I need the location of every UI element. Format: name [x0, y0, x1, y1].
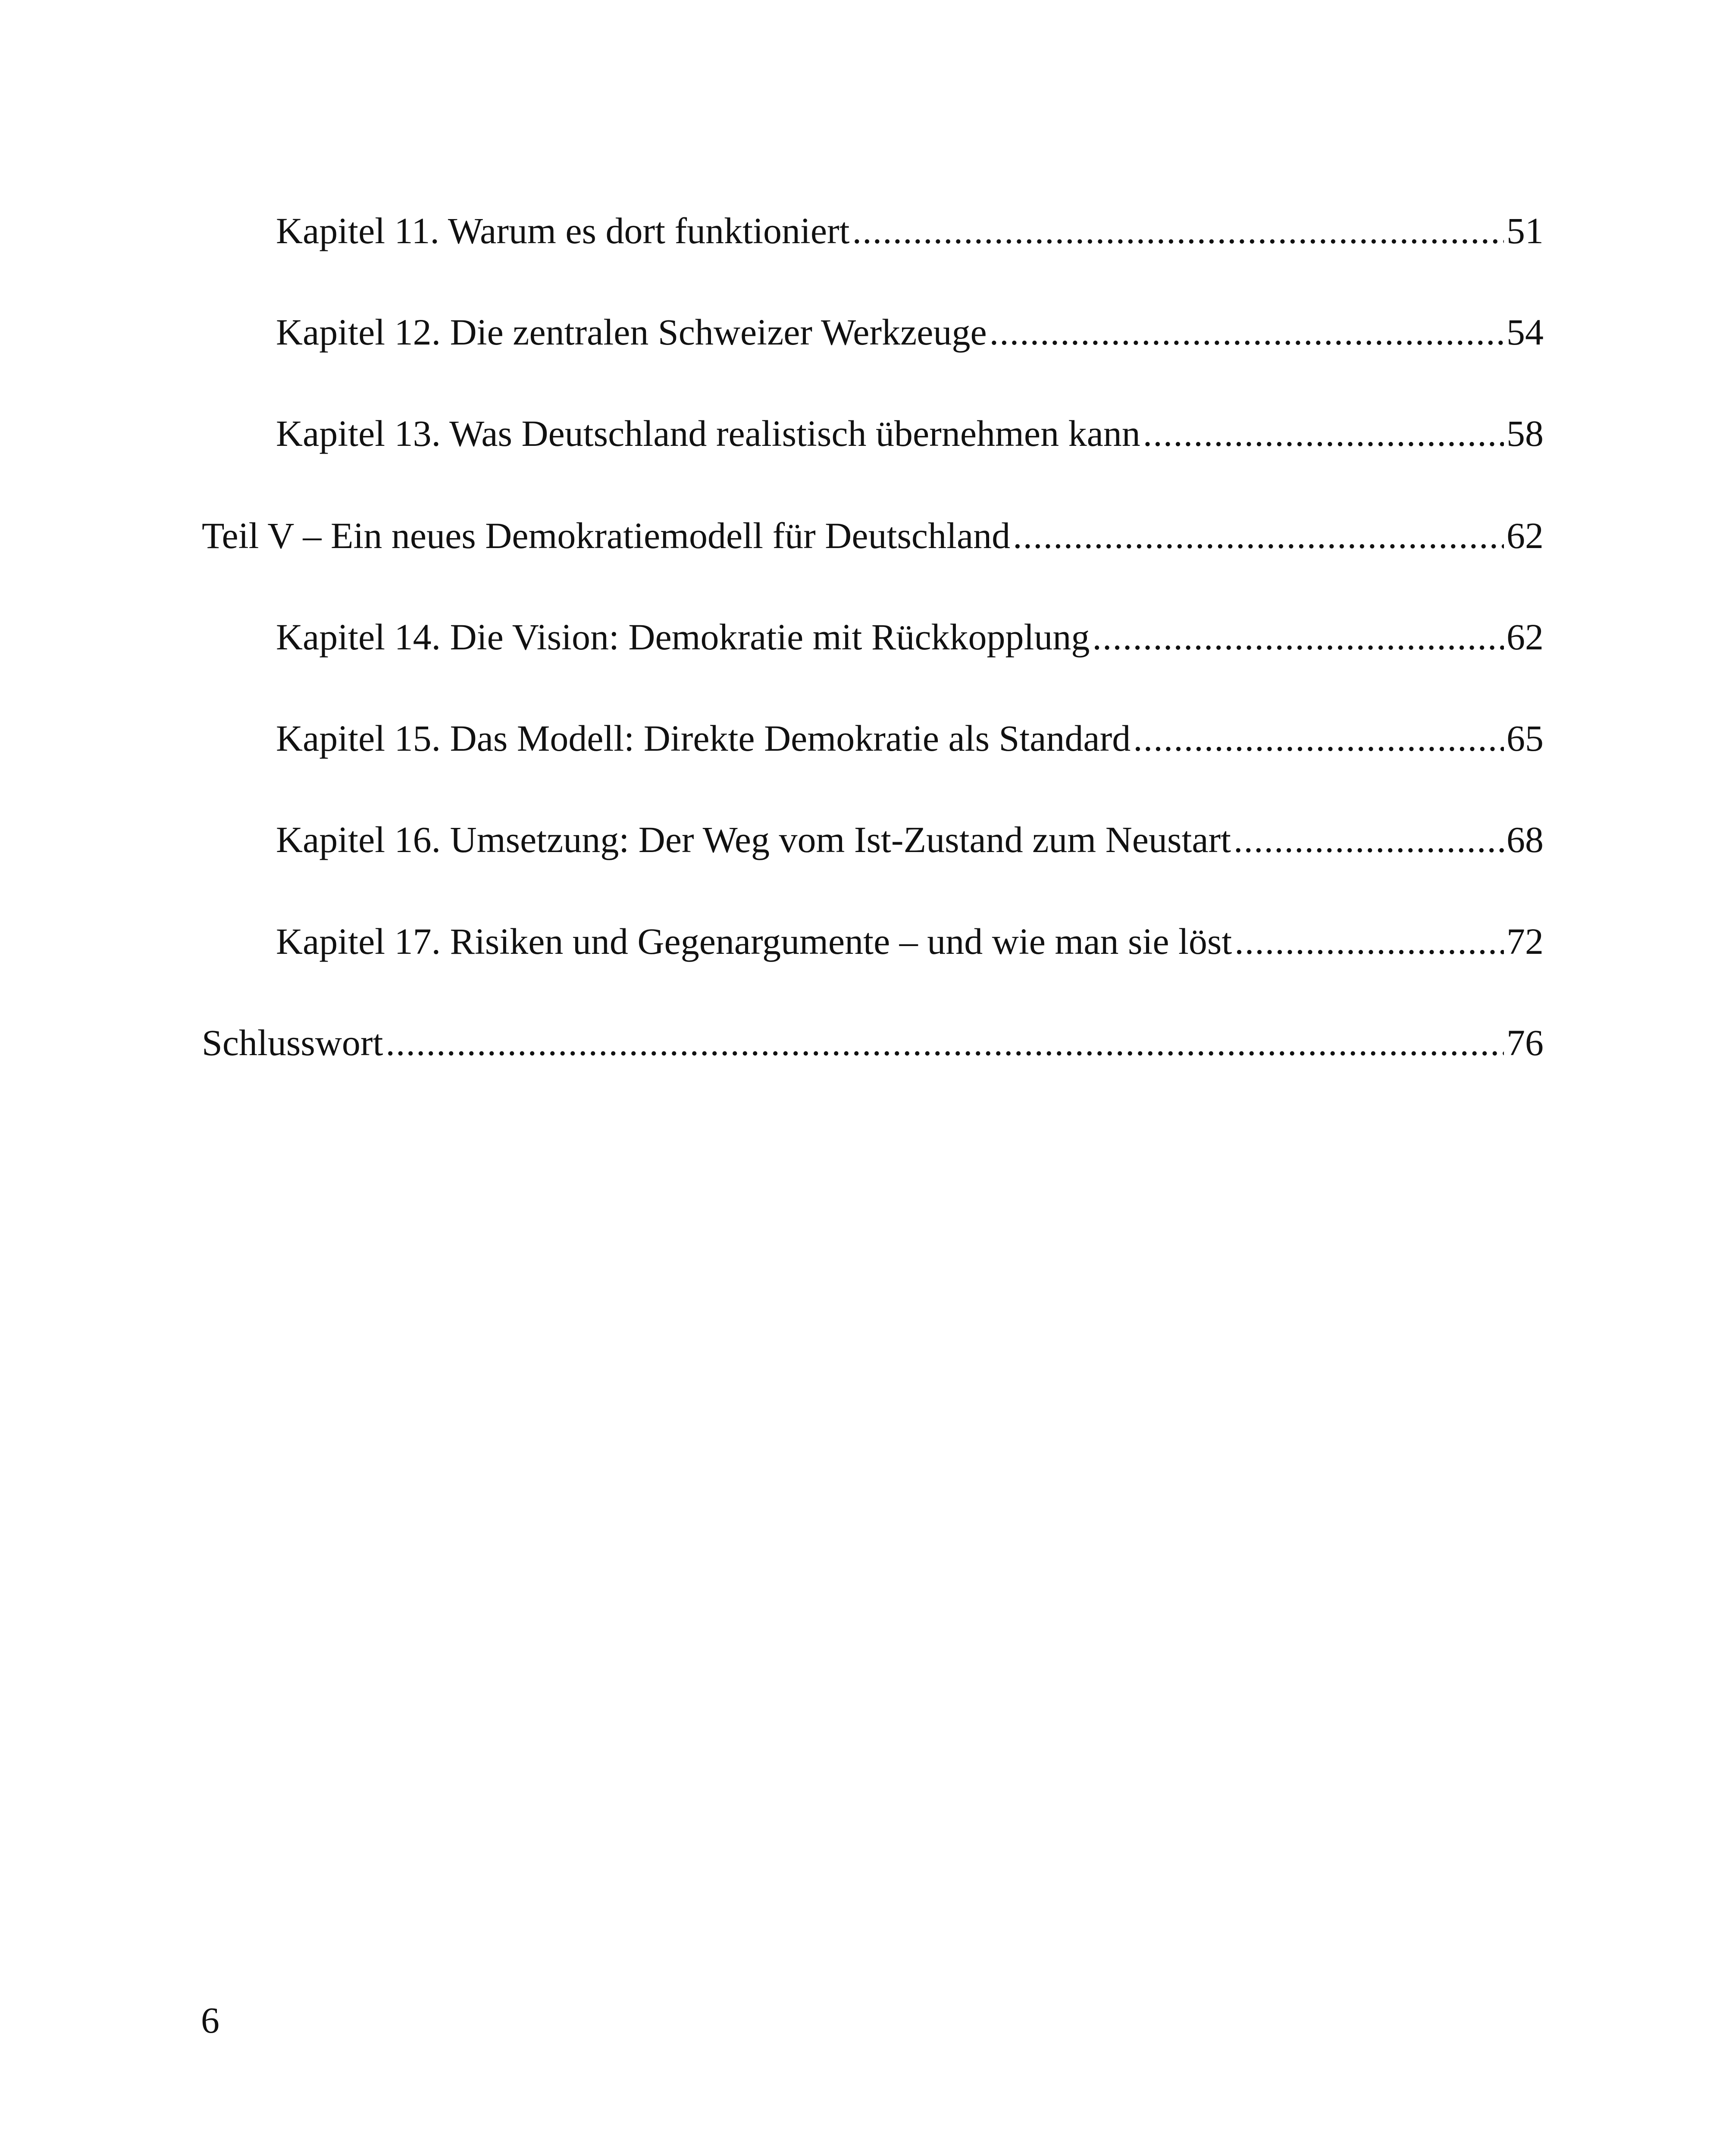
toc-entry-page: 62 — [1506, 515, 1544, 556]
toc-entry-label: Schlusswort — [202, 1022, 383, 1063]
toc-dot-leader — [1092, 613, 1504, 661]
toc-entry-label: Kapitel 15. Das Modell: Direkte Demokratie als Standard — [276, 718, 1131, 759]
toc-entry-page: 76 — [1506, 1022, 1544, 1063]
toc-dot-leader — [1234, 918, 1504, 965]
toc-entry-page: 68 — [1506, 819, 1544, 860]
toc-entry-label: Kapitel 13. Was Deutschland realistisch übernehmen kann — [276, 413, 1140, 454]
toc-entry-page: 72 — [1506, 921, 1544, 962]
toc-dot-leader — [990, 308, 1504, 356]
toc-entry-label: Teil V – Ein neues Demokratiemodell für Deutschland — [202, 515, 1011, 556]
toc-entry-kapitel-12[interactable] — [276, 308, 1544, 356]
toc-entry-kapitel-11[interactable] — [276, 207, 1544, 254]
toc-entry-teil-v[interactable] — [202, 512, 1544, 559]
toc-entry-label: Kapitel 14. Die Vision: Demokratie mit Rückkopplung — [276, 616, 1090, 658]
toc-entry-label: Kapitel 16. Umsetzung: Der Weg vom Ist-Zustand zum Neustart — [276, 819, 1231, 860]
toc-entry-kapitel-14[interactable] — [276, 613, 1544, 661]
toc-entry-page: 58 — [1506, 413, 1544, 454]
toc-dot-leader — [852, 207, 1504, 254]
toc-entry-schlusswort[interactable] — [202, 1019, 1544, 1066]
toc-entry-page: 65 — [1506, 718, 1544, 759]
page-number: 6 — [201, 1999, 219, 2041]
toc-entry-page: 51 — [1506, 210, 1544, 251]
toc-dot-leader — [1143, 410, 1504, 457]
toc-dot-leader — [1234, 816, 1504, 863]
toc-entry-page: 62 — [1506, 616, 1544, 658]
toc-entry-label: Kapitel 12. Die zentralen Schweizer Werkzeuge — [276, 311, 987, 353]
toc-entry-kapitel-16[interactable] — [276, 816, 1544, 863]
toc-entry-page: 54 — [1506, 311, 1544, 353]
toc-entry-label: Kapitel 11. Warum es dort funktioniert — [276, 210, 850, 251]
toc-entry-label: Kapitel 17. Risiken und Gegenargumente – und wie man sie löst — [276, 921, 1232, 962]
toc-dot-leader — [1013, 512, 1504, 559]
toc-dot-leader — [385, 1019, 1504, 1066]
toc-dot-leader — [1133, 714, 1504, 762]
toc-entry-kapitel-17[interactable] — [276, 918, 1544, 965]
toc-entry-kapitel-13[interactable] — [276, 410, 1544, 457]
toc-entry-kapitel-15[interactable] — [276, 714, 1544, 762]
